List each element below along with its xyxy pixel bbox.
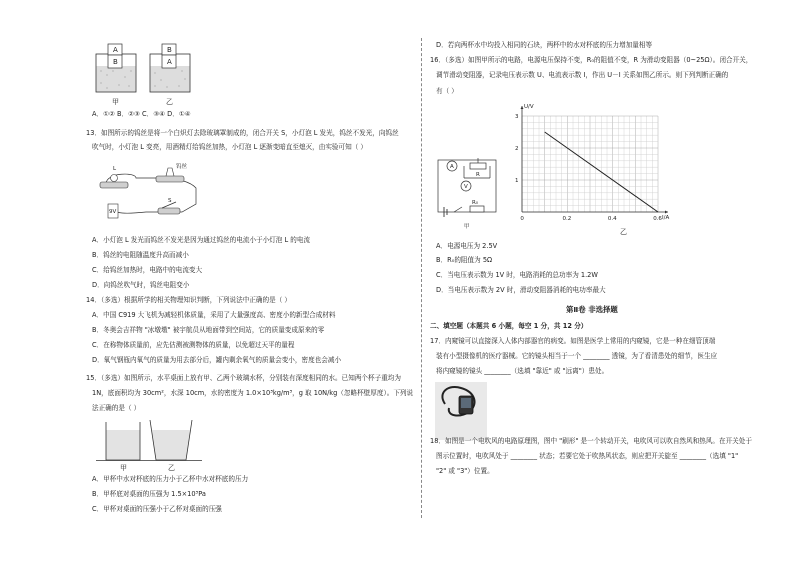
x-tick-label: 0 <box>520 216 524 222</box>
tungsten-filament <box>166 168 174 176</box>
block-yi-bottom-label: A <box>167 58 172 66</box>
q17-stem-line1: 17．内窥镜可以直接深入人体内部器官的病变。如图是医学上常用的内窥镜，它是一种在细管顶端 <box>430 337 716 345</box>
column-divider <box>421 38 422 518</box>
resistor-R0-label: R₀ <box>472 200 479 206</box>
q14-option-c: C．在称物体质量前，应先估测被测物体的质量，以免超过天平的量程 <box>92 341 295 349</box>
battery-label: 9V <box>109 209 117 215</box>
fig-caption-yi: 乙 <box>166 98 173 106</box>
y-tick-label: 3 <box>515 114 519 120</box>
q13-option-b: B．钨丝的电阻随温度升高而减小 <box>92 251 189 259</box>
part2-title: 第Ⅱ卷 非选择题 <box>566 305 618 314</box>
x-axis-arrow <box>665 211 668 214</box>
section2-heading: 二、填空题（本题共 6 小题，每空 1 分，共 12 分） <box>430 322 588 330</box>
graph-caption: 乙 <box>620 228 627 236</box>
q13-option-c: C．给钨丝加热时，电路中的电流变大 <box>92 266 203 274</box>
q16-option-d: D．当电压表示数为 2V 时，滑动变阻器消耗的电功率最大 <box>436 286 606 294</box>
q17-stem-line3: 将内窥镜的镜头 ________（选填 "靠近" 或 "远离"）患处。 <box>436 367 609 375</box>
q15-option-a: A．甲杯中水对杯底的压力小于乙杯中水对杯底的压力 <box>92 475 249 483</box>
q15-option-b: B．甲杯底对桌面的压强为 1.5×10³Pa <box>92 490 206 498</box>
endoscope-photo <box>435 382 487 440</box>
cup-yi-water <box>152 430 190 460</box>
switch-label: S <box>168 198 172 204</box>
x-axis-label: I/A <box>662 215 670 221</box>
q18-stem-line3: "2" 或 "3"）位置。 <box>436 467 494 475</box>
q18-stem-line1: 18．如图是一个电吹风的电路原理图，图中 "刷形" 是一个转动开关，电吹风可以吹自然风和热风。在开关处于 <box>430 437 752 445</box>
endoscope-drawing <box>435 382 487 424</box>
y-axis-label: U/V <box>524 104 534 110</box>
q13-option-a: A．小灯泡 L 发光而钨丝不发光是因为通过钨丝的电流小于小灯泡 L 的电流 <box>92 236 311 244</box>
tungsten-base <box>156 176 184 182</box>
water-jia <box>97 66 136 92</box>
block-jia-top-label: A <box>113 46 118 54</box>
q16-stem-line3: 有（ ） <box>436 87 458 95</box>
rheostat-R <box>470 163 486 169</box>
q12-options: A．①② B．②③ C．③④ D．①④ <box>92 110 191 118</box>
switch-blade <box>454 207 462 212</box>
voltmeter-label: V <box>464 184 468 190</box>
cup-caption-yi: 乙 <box>168 464 175 472</box>
q15-option-d: D．若向两杯水中均投入相同的石块，两杯中的水对杯底的压力增加量相等 <box>436 41 653 49</box>
q16-circuit-figure <box>434 156 500 232</box>
q14-option-d: D．氧气钢瓶内氧气的质量为用去部分后，罐内剩余氧气的质量会变小，密度也会减小 <box>92 356 342 364</box>
q14-option-b: B．冬奥会吉祥物 "冰墩墩" 被宇航员从地面带到空间站，它的质量变成原来的零 <box>92 326 325 334</box>
q16-stem-line1: 16．（多选）如图甲所示的电路，电源电压保持不变，R₀的阻值不变，R 为滑动变阻器（0~25Ω）。闭合开关， <box>430 56 753 64</box>
q12-figure <box>92 40 212 110</box>
cup-caption-jia: 甲 <box>120 464 127 472</box>
q16-option-a: A．电源电压为 2.5V <box>436 242 498 250</box>
q15-stem-line2: 1N，底面积均为 30cm²，水深 10cm，水的密度为 1.0×10³kg/m³，g 取 10N/kg（忽略杯壁厚度）。下列说 <box>92 389 414 397</box>
q17-stem-line2: 装有小型摄像机的医疗器械。它的镜头相当于一个 ________ 透镜，为了看清患处的细节，医生应 <box>436 352 718 360</box>
y-tick-label: 1 <box>515 178 519 184</box>
resistor-R0 <box>470 206 484 212</box>
q16-stem-line2: 调节滑动变阻器，记录电压表示数 U、电流表示数 I，作出 U－I 关系如图乙所示。则下列判断正确的 <box>436 71 729 79</box>
circuit-caption: 甲 <box>464 224 470 230</box>
x-tick-label: 0.6 <box>653 216 662 222</box>
lamp-bulb <box>111 175 118 182</box>
q16-ui-graph <box>510 96 690 236</box>
rheostat-label: R <box>476 172 480 178</box>
q15-stem-line3: 法正确的是（ ） <box>92 404 141 412</box>
ammeter-label: A <box>450 164 454 170</box>
x-tick-label: 0.2 <box>562 216 572 222</box>
tungsten-label: 钨丝 <box>176 164 188 170</box>
q16-option-c: C．当电压表示数为 1V 时，电路消耗的总功率为 1.2W <box>436 271 598 279</box>
water-yi <box>151 66 190 92</box>
q13-circuit-figure <box>96 158 206 226</box>
block-yi-top-label: B <box>167 46 172 54</box>
q15-stem-line1: 15．（多选）如图所示，水平桌面上放有甲、乙两个玻璃水杯，分别装有深度相同的水。已知两个杯子重均为 <box>86 374 401 382</box>
q15-option-c: C．甲杯对桌面的压强小于乙杯对桌面的压强 <box>92 505 222 513</box>
endoscope-screen-glass <box>461 398 471 408</box>
q14-option-a: A．中国 C919 大飞机为减轻机体质量，采用了大量强度高、密度小的新型合成材料 <box>92 311 336 319</box>
q18-stem-line2: 图示位置时，电吹风处于 ________ 状态；若要它处于吹热风状态，则应把开关旋至 ________（选填 "1" <box>436 452 739 460</box>
q13-option-d: D．向钨丝吹气时，钨丝电阻变小 <box>92 281 190 289</box>
q13-stem-line1: 13．如图所示的钨丝是将一个白炽灯去除玻璃罩制成的，闭合开关 S，小灯泡 L 发光，钨丝不发光，向钨丝 <box>86 129 399 137</box>
lamp-base <box>100 182 128 188</box>
block-jia-bottom-label: B <box>113 58 118 66</box>
switch-base <box>158 208 180 214</box>
fig-caption-jia: 甲 <box>112 98 119 106</box>
q16-option-b: B．R₀的阻值为 5Ω <box>436 256 493 264</box>
cup-jia-water <box>106 430 140 460</box>
q15-cups-figure <box>96 418 206 472</box>
y-tick-label: 2 <box>515 146 519 152</box>
q14-stem: 14．（多选）根据所学的相关物理知识判断，下列说法中正确的是（ ） <box>86 296 291 304</box>
x-tick-label: 0.4 <box>607 216 617 222</box>
q13-stem-line2: 吹气时，小灯泡 L 变亮，用酒精灯给钨丝加热，小灯泡 L 逐渐变暗直至熄灭，由实验可知（ ） <box>92 143 367 151</box>
lamp-label: L <box>113 166 117 172</box>
